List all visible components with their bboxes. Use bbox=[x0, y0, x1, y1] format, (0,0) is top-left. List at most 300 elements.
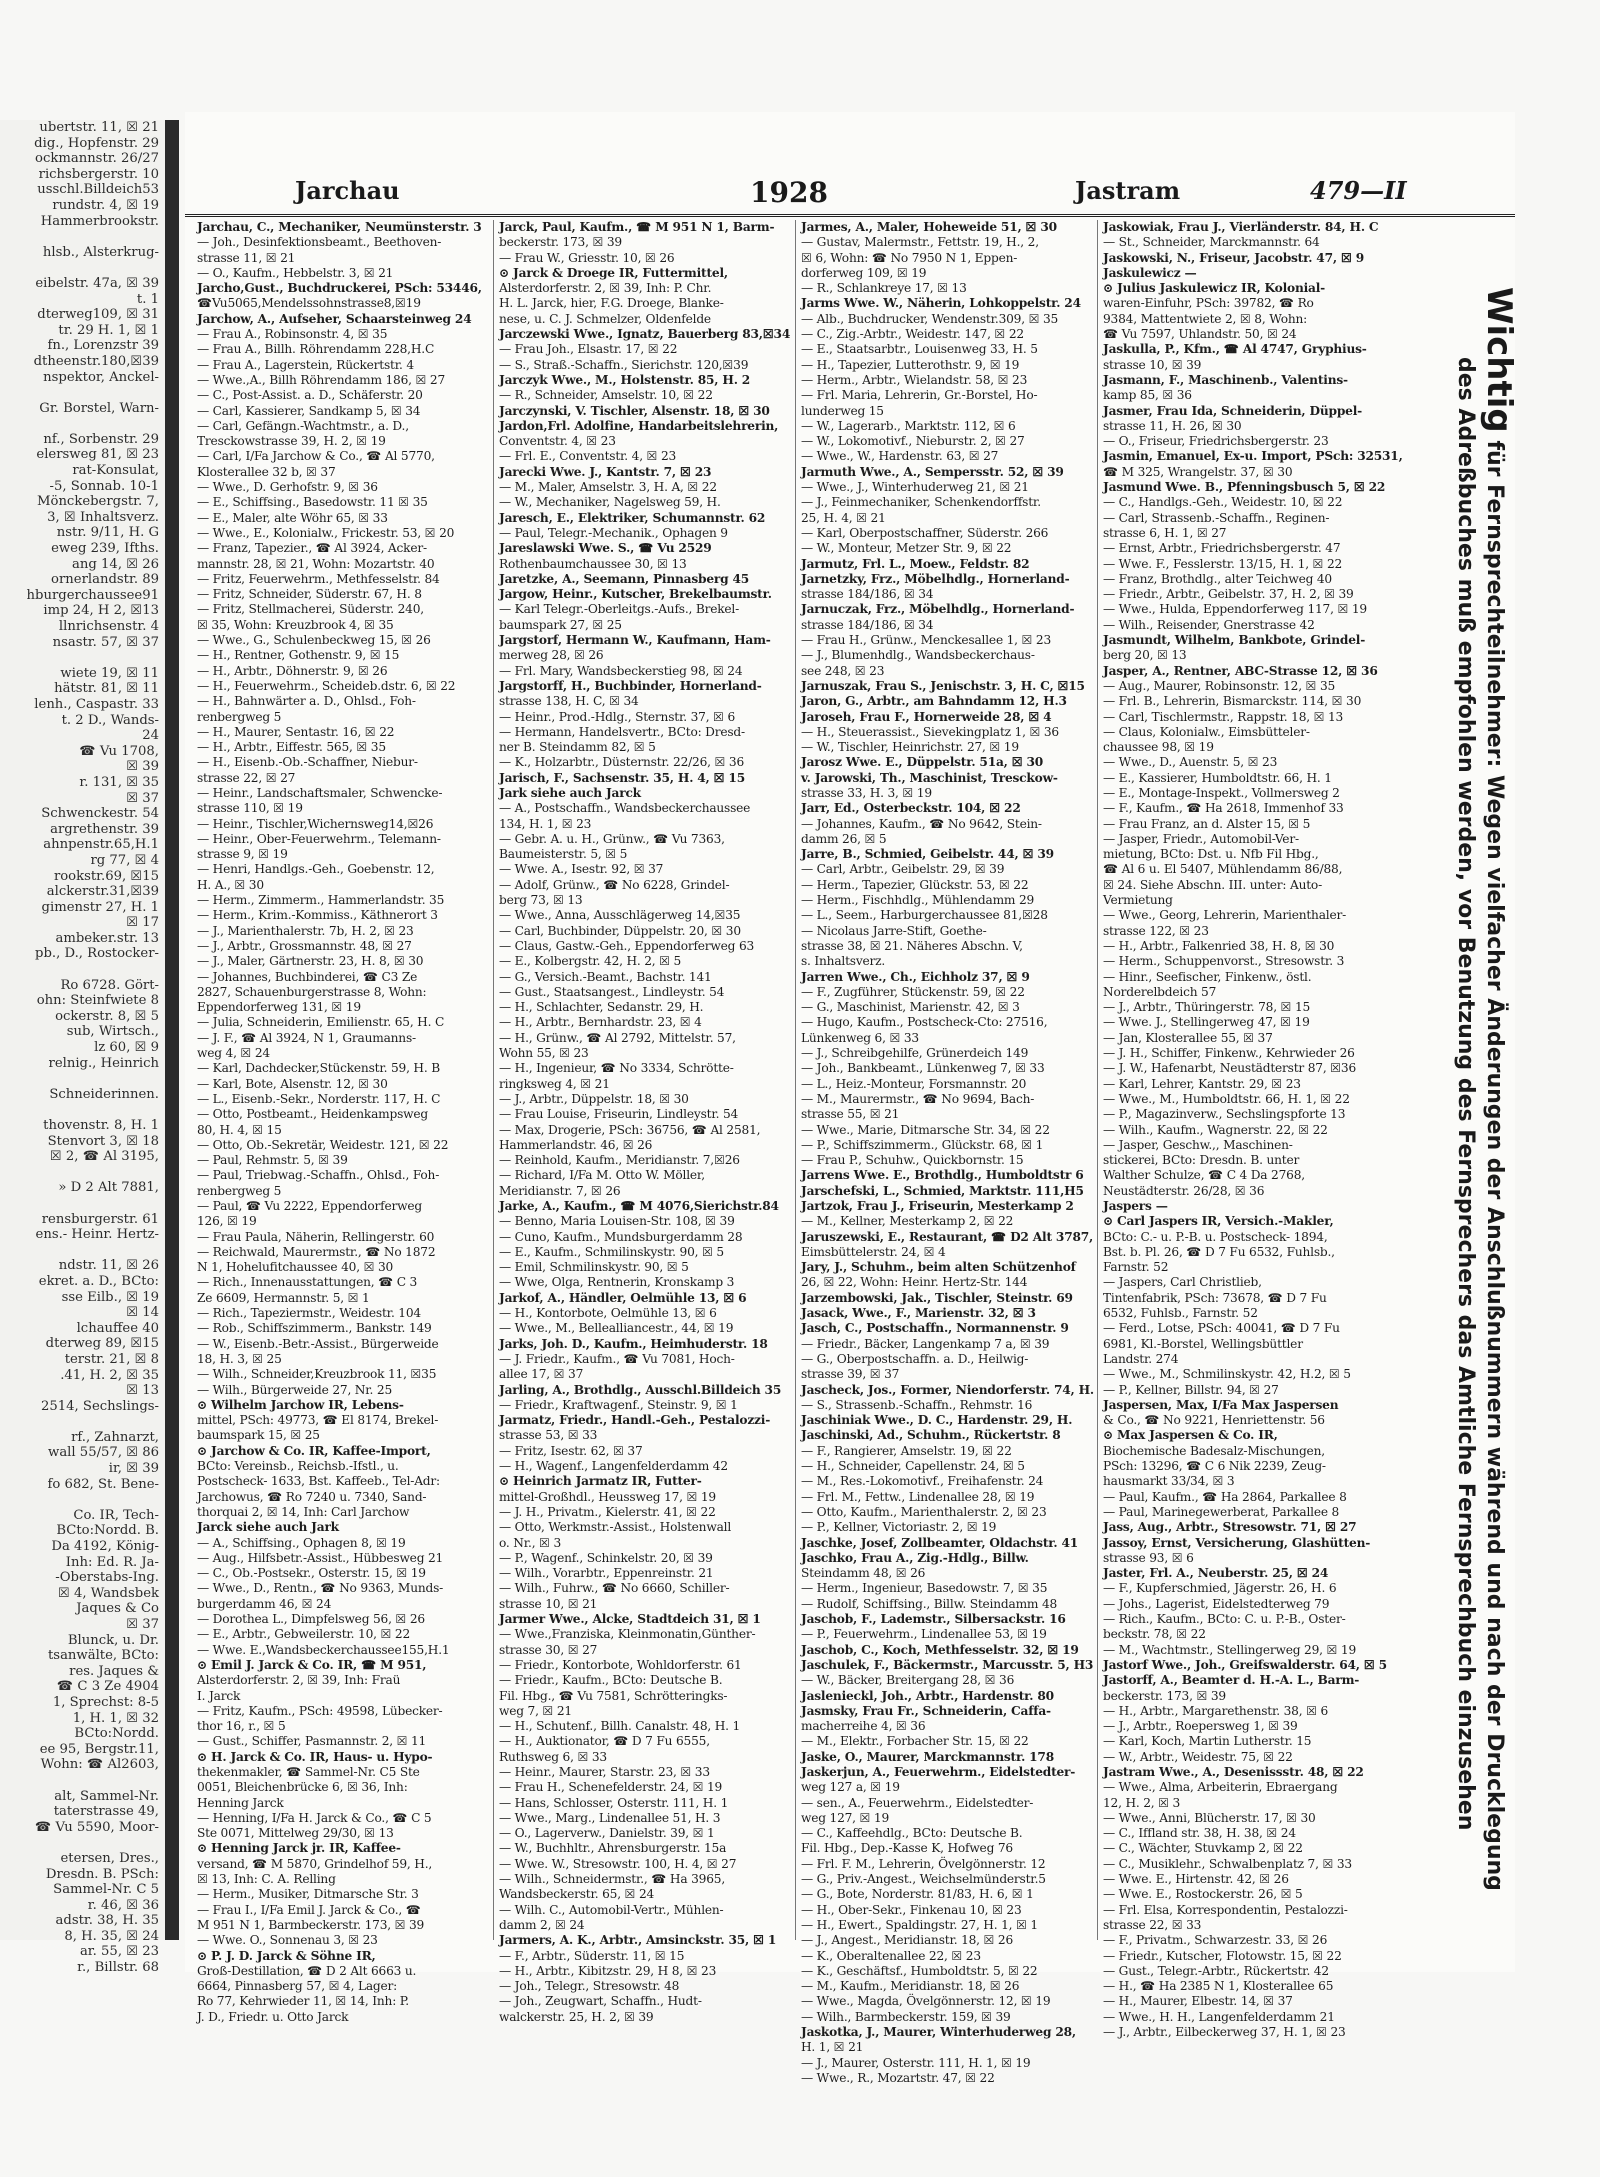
directory-entry-line: Jarmutz, Frl. L., Moew., Feldstr. 82 bbox=[801, 556, 1030, 571]
directory-entry-line: — Herm., Ingenieur, Basedowstr. 7, ☒ 35 bbox=[801, 1581, 1048, 1596]
header-year: 1928 bbox=[750, 176, 828, 209]
directory-entry-line: ⊙ Wilhelm Jarchow IR, Lebens- bbox=[197, 1397, 404, 1412]
directory-entry-line: Jaslenieckl, Joh., Arbtr., Hardenstr. 80 bbox=[801, 1688, 1054, 1703]
side-notice-line-1 bbox=[1479, 287, 1519, 1907]
directory-entry-line: Jaskowski, N., Friseur, Jacobstr. 47, ☒ 9 bbox=[1103, 250, 1364, 265]
fragment-line: dig., Hopfenstr. 29 bbox=[34, 135, 159, 151]
directory-entry-line: renbergweg 5 bbox=[197, 1183, 282, 1198]
directory-entry-line: — P., Kellner, Billstr. 94, ☒ 27 bbox=[1103, 1382, 1279, 1397]
directory-entry-line: — Frau Louise, Friseurin, Lindleystr. 54 bbox=[499, 1107, 739, 1122]
directory-entry-line: — E., Maler, alte Wöhr 65, ☒ 33 bbox=[197, 510, 388, 525]
side-notice-line-2: des Adreßbuches muß empfohlen werden, vor Benutzung des Fernsprechers das Amtliche Fernsprechbuch einzusehen bbox=[1453, 357, 1478, 1831]
directory-entry-line: Biochemische Badesalz-Mischungen, bbox=[1103, 1443, 1325, 1458]
directory-entry-line: PSch: 13296, ☎ C 6 Nik 2239, Zeug- bbox=[1103, 1459, 1326, 1474]
fragment-line: Da 4192, König- bbox=[51, 1539, 159, 1555]
directory-entry-line: — Frau I., I/Fa Emil J. Jarck & Co., ☎ bbox=[197, 1902, 421, 1917]
directory-entry-line: ☎ Al 6 u. El 5407, Mühlendamm 86/88, bbox=[1103, 862, 1343, 877]
directory-entry-line: berg 20, ☒ 13 bbox=[1103, 648, 1187, 663]
directory-entry-line: — M., Elektr., Forbacher Str. 15, ☒ 22 bbox=[801, 1734, 1029, 1749]
directory-entry-line: — J. H., Schiffer, Finkenw., Kehrwieder 26 bbox=[1103, 1046, 1355, 1061]
directory-entry-line: Jarnuczak, Frz., Möbelhdlg., Hornerland- bbox=[801, 602, 1075, 617]
fragment-line: nstr. 9/11, H. G bbox=[56, 525, 159, 541]
fragment-line: 24 bbox=[142, 728, 159, 744]
directory-entry-line: ⊙ Heinrich Jarmatz IR, Futter- bbox=[499, 1474, 702, 1489]
directory-entry-line: — J., Marienthalerstr. 7b, H. 2, ☒ 23 bbox=[197, 923, 414, 938]
directory-entry-line: — Wilh., Kaufm., Wagnerstr. 22, ☒ 22 bbox=[1103, 1122, 1328, 1137]
directory-entry-line: — Henning, I/Fa H. Jarck & Co., ☎ C 5 bbox=[197, 1810, 432, 1825]
directory-entry-line: — M., Wachtmstr., Stellingerweg 29, ☒ 19 bbox=[1103, 1642, 1357, 1657]
directory-entry-line: 26, ☒ 22, Wohn: Heinr. Hertz-Str. 144 bbox=[801, 1275, 1028, 1290]
directory-entry-line: — H., Arbtr., Bernhardstr. 23, ☒ 4 bbox=[499, 1015, 702, 1030]
directory-entry-line: Postscheck- 1633, Bst. Kaffeeb., Tel-Adr: bbox=[197, 1474, 440, 1489]
directory-entry-line: strasse 30, ☒ 27 bbox=[499, 1642, 598, 1657]
directory-entry-line: — Frl. B., Lehrerin, Bismarckstr. 114, ☒ 30 bbox=[1103, 694, 1362, 709]
fragment-line: sub, Wirtsch., bbox=[66, 1024, 159, 1040]
directory-entry-line: — Wilh., Vorarbtr., Eppenreinstr. 21 bbox=[499, 1566, 714, 1581]
directory-entry-line: macherreihe 4, ☒ 36 bbox=[801, 1719, 926, 1734]
fragment-line: ambeker.str. 13 bbox=[55, 930, 159, 946]
directory-entry-line: — H., Maurer, Sentastr. 16, ☒ 22 bbox=[197, 724, 395, 739]
directory-entry-line: Jargstorf, Hermann W., Kaufmann, Ham- bbox=[499, 633, 771, 648]
directory-entry-line: Jarisch, F., Sachsenstr. 35, H. 4, ☒ 15 bbox=[499, 770, 745, 785]
directory-entry-line: strasse 39, ☒ 37 bbox=[801, 1367, 900, 1382]
directory-entry-line: Conventstr. 4, ☒ 23 bbox=[499, 434, 616, 449]
directory-entry-line: — E., Kaufm., Schmilinskystr. 90, ☒ 5 bbox=[499, 1244, 724, 1259]
directory-entry-line: — Herm., Arbtr., Wielandstr. 58, ☒ 23 bbox=[801, 372, 1028, 387]
directory-entry-line: — H., Arbtr., Falkenried 38, H. 8, ☒ 30 bbox=[1103, 938, 1335, 953]
directory-entry-line: Ruthsweg 6, ☒ 33 bbox=[499, 1749, 607, 1764]
directory-entry-line: o. Nr., ☒ 3 bbox=[499, 1535, 561, 1550]
directory-entry-line: — Frau A., Billh. Röhrendamm 228,H.C bbox=[197, 342, 435, 357]
directory-entry-line: — Carl, Buchbinder, Düppelstr. 20, ☒ 30 bbox=[499, 923, 741, 938]
directory-entry-line: — Wwe. F., Fesslerstr. 13/15, H. 1, ☒ 22 bbox=[1103, 556, 1343, 571]
directory-entry-line: Jarrens Wwe. E., Brothdlg., Humboldtstr 6 bbox=[801, 1168, 1084, 1183]
fragment-line: lchauffee 40 bbox=[76, 1320, 159, 1336]
directory-entry-line: Jaschob, F., Lademstr., Silbersackstr. 16 bbox=[801, 1612, 1066, 1627]
fragment-line: lenh., Caspastr. 33 bbox=[34, 696, 159, 712]
directory-entry-line: 25, H. 4, ☒ 21 bbox=[801, 510, 886, 525]
directory-entry-line: — W., Monteur, Metzer Str. 9, ☒ 22 bbox=[801, 541, 1012, 556]
directory-entry-line: — Wwe.,Franziska, Kleinmonatin,Günther- bbox=[499, 1627, 756, 1642]
directory-entry-line: Jargstorff, H., Buchbinder, Hornerland- bbox=[499, 678, 762, 693]
directory-entry-line: nese, u. C. J. Schmelzer, Oldenfelde bbox=[499, 311, 711, 326]
directory-entry-line: — Paul, Telegr.-Mechanik., Ophagen 9 bbox=[499, 525, 728, 540]
directory-entry-line: — P., Feuerwehrm., Lindenallee 53, ☒ 19 bbox=[801, 1627, 1047, 1642]
directory-entry-line: — Rich., Tapeziermstr., Weidestr. 104 bbox=[197, 1306, 421, 1321]
directory-entry-line: Tintenfabrik, PSch: 73678, ☎ D 7 Fu bbox=[1103, 1290, 1327, 1305]
directory-entry-line: — Wwe. E.,Wandsbeckerchaussee155,H.1 bbox=[197, 1642, 450, 1657]
directory-entry-line: mittel, PSch: 49773, ☎ El 8174, Brekel- bbox=[197, 1413, 439, 1428]
fragment-line: -Oberstabs-Ing. bbox=[55, 1570, 159, 1586]
directory-entry-line: Jaskulla, P., Kfm., ☎ Al 4747, Gryphius- bbox=[1103, 342, 1367, 357]
fragment-line: ar. 55, ☒ 23 bbox=[79, 1944, 159, 1960]
directory-entry-line: Jarosz Wwe. E., Düppelstr. 51a, ☒ 30 bbox=[801, 755, 1044, 770]
directory-entry-line: — Frau Paula, Näherin, Rellingerstr. 60 bbox=[197, 1229, 435, 1244]
fragment-line bbox=[0, 1102, 165, 1118]
fragment-line: dterweg 89, ☒15 bbox=[45, 1336, 159, 1352]
directory-entry-line: — Jasper, Geschw.,, Maschinen- bbox=[1103, 1137, 1293, 1152]
fragment-line: ornerlandstr. 89 bbox=[51, 572, 159, 588]
fragment-line: ohn: Steinfwiete 8 bbox=[36, 993, 159, 1009]
fragment-line bbox=[0, 1835, 165, 1851]
directory-entry-line: Vermietung bbox=[1103, 893, 1173, 908]
fragment-line: t. 2 D., Wands- bbox=[61, 712, 159, 728]
directory-entry-line: Jasmann, F., Maschinenb., Valentins- bbox=[1103, 372, 1348, 387]
directory-entry-line: — K., Holzarbtr., Düsternstr. 22/26, ☒ 36 bbox=[499, 755, 744, 770]
directory-entry-line: — Wwe., D., Rentn., ☎ No 9363, Munds- bbox=[197, 1581, 444, 1596]
directory-entry-line: see 248, ☒ 23 bbox=[801, 663, 885, 678]
directory-entry-line: — Frl. M., Fettw., Lindenallee 28, ☒ 19 bbox=[801, 1489, 1035, 1504]
directory-entry-line: — Fritz, Stellmacherei, Süderstr. 240, bbox=[197, 602, 424, 617]
directory-entry-line: Jarchau, C., Mechaniker, Neumünsterstr. 3 bbox=[197, 220, 482, 234]
fragment-line: res. Jaques & bbox=[69, 1663, 159, 1679]
directory-entry-line: — P., Schiffszimmerm., Glückstr. 68, ☒ 1 bbox=[801, 1137, 1044, 1152]
directory-entry-line: — P., Magazinverw., Sechslingspforte 13 bbox=[1103, 1107, 1346, 1122]
directory-entry-line: — H., Kontorbote, Oelmühle 13, ☒ 6 bbox=[499, 1306, 717, 1321]
directory-entry-line: walckerstr. 25, H. 2, ☒ 39 bbox=[499, 2009, 654, 2024]
directory-entry-line: strasse 6, H. 1, ☒ 27 bbox=[1103, 525, 1227, 540]
directory-entry-line: — Frau A., Robinsonstr. 4, ☒ 35 bbox=[197, 327, 388, 342]
directory-entry-line: — Reichwald, Maurermstr., ☎ No 1872 bbox=[197, 1244, 436, 1259]
directory-entry-line: ner B. Steindamm 82, ☒ 5 bbox=[499, 740, 656, 755]
directory-entry-line: — C., Kaffeehdlg., BCto: Deutsche B. bbox=[801, 1826, 1023, 1841]
fragment-line: ☎ Vu 5590, Moor- bbox=[34, 1819, 159, 1835]
directory-entry-line: — Frau H., Schenefelderstr. 24, ☒ 19 bbox=[499, 1780, 723, 1795]
directory-entry-line: damm 2, ☒ 24 bbox=[499, 1917, 585, 1932]
directory-entry-line: — Gustav, Malermstr., Fettstr. 19, H., 2, bbox=[801, 235, 1039, 250]
fragment-line: pb., D., Rostocker- bbox=[35, 946, 159, 962]
directory-entry-line: Jastorff, A., Beamter d. H.-A. L., Barm- bbox=[1103, 1673, 1360, 1688]
fragment-line: Inh: Ed. R. Ja- bbox=[65, 1554, 159, 1570]
fragment-line bbox=[0, 1071, 165, 1087]
directory-entry-line: strasse 38, ☒ 21. Näheres Abschn. V, bbox=[801, 938, 1023, 953]
directory-entry-line: — Wwe., R., Mozartstr. 47, ☒ 22 bbox=[801, 2070, 995, 2085]
directory-entry-line: — Frau Joh., Elsastr. 17, ☒ 22 bbox=[499, 342, 678, 357]
directory-entry-line: J. D., Friedr. u. Otto Jarck bbox=[197, 2009, 349, 2024]
directory-entry-line: — Adolf, Grünw., ☎ No 6228, Grindel- bbox=[499, 877, 730, 892]
fragment-line: .41, H. 2, ☒ 35 bbox=[60, 1367, 159, 1383]
directory-entry-line: — Herm., Krim.-Kommiss., Käthnerort 3 bbox=[197, 908, 438, 923]
directory-entry-line: — K., Geschäftsf., Humboldtstr. 5, ☒ 22 bbox=[801, 1963, 1038, 1978]
directory-entry-line: ☎Vu5065,Mendelssohnstrasse8,☒19 bbox=[197, 296, 421, 311]
directory-entry-line: — Frl. Mary, Wandsbeckerstieg 98, ☒ 24 bbox=[499, 663, 743, 678]
directory-entry-line: 0051, Bleichenbrücke 6, ☒ 36, Inh: bbox=[197, 1780, 408, 1795]
fragment-line: rf., Zahnarzt, bbox=[71, 1429, 159, 1445]
directory-entry-line: Jarr, Ed., Osterbeckstr. 104, ☒ 22 bbox=[801, 801, 1021, 816]
directory-entry-line: ⊙ Max Jaspersen & Co. IR, bbox=[1103, 1428, 1278, 1443]
directory-entry-line: — A., Postschaffn., Wandsbeckerchaussee bbox=[499, 801, 751, 816]
directory-entry-line: hausmarkt 33/34, ☒ 3 bbox=[1103, 1474, 1235, 1489]
directory-entry-line: 9384, Mattentwiete 2, ☒ 8, Wohn: bbox=[1103, 311, 1308, 326]
directory-entry-line: Jarks, Joh. D., Kaufm., Heimhuderstr. 18 bbox=[499, 1336, 768, 1351]
directory-entry-line: I. Jarck bbox=[197, 1688, 241, 1703]
directory-entry-line: 6664, Pinnasberg 57, ☒ 4, Lager: bbox=[197, 1979, 398, 1994]
directory-entry-line: — Wwe., M., Humboldtstr. 66, H. 1, ☒ 22 bbox=[1103, 1091, 1350, 1106]
directory-entry-line: — J., Arbtr., Eilbeckerweg 37, H. 1, ☒ 23 bbox=[1103, 2025, 1346, 2040]
directory-entry-line: — Fritz, Feuerwehrm., Methfesselstr. 84 bbox=[197, 571, 440, 586]
directory-entry-line: — Wwe. O., Sonnenau 3, ☒ 23 bbox=[197, 1933, 378, 1948]
directory-entry-line: Jassoy, Ernst, Versicherung, Glashütten- bbox=[1103, 1535, 1371, 1550]
fragment-line: ir, ☒ 39 bbox=[108, 1461, 159, 1477]
directory-entry-line: Hammerlandstr. 46, ☒ 26 bbox=[499, 1137, 653, 1152]
directory-entry-line: — Rudolf, Schiffsing., Billw. Steindamm 48 bbox=[801, 1596, 1058, 1611]
directory-entry-line: — E., Staatsarbtr., Louisenweg 33, H. 5 bbox=[801, 342, 1038, 357]
directory-entry-line: — W., Buchhltr., Ahrensburgerstr. 15a bbox=[499, 1841, 727, 1856]
directory-entry-line: Jarzembowski, Jak., Tischler, Steinstr. 69 bbox=[801, 1290, 1073, 1305]
directory-entry-line: mietung, BCto: Dst. u. Nfb Fil Hbg., bbox=[1103, 847, 1319, 862]
directory-entry-line: — Wwe. J., Stellingerweg 47, ☒ 19 bbox=[1103, 1015, 1310, 1030]
directory-entry-line: BCto: Vereinsb., Reichsb.-Ifstl., u. bbox=[197, 1459, 399, 1474]
directory-entry-line: ⊙ Henning Jarck jr. IR, Kaffee- bbox=[197, 1841, 401, 1856]
directory-entry-line: Jaster, Frl. A., Neuberstr. 25, ☒ 24 bbox=[1103, 1566, 1329, 1581]
directory-entry-line: 6981, Kl.-Borstel, Wellingsbüttler bbox=[1103, 1336, 1303, 1351]
fragment-line bbox=[0, 1243, 165, 1259]
directory-entry-line: — H., Arbtr., Kibitzstr. 29, H 8, ☒ 23 bbox=[499, 1963, 717, 1978]
directory-entry-line: — St., Schneider, Marckmannstr. 64 bbox=[1103, 235, 1320, 250]
directory-entry-line: — Carl, Strassenb.-Schaffn., Reginen- bbox=[1103, 510, 1330, 525]
fragment-line: eweg 239, Ifths. bbox=[51, 541, 159, 557]
fragment-line: t. 1 bbox=[136, 291, 159, 307]
directory-entry-line: — H., Ingenieur, ☎ No 3334, Schrötte- bbox=[499, 1061, 734, 1076]
directory-entry-line: Jaresch, E., Elektriker, Schumannstr. 62 bbox=[499, 510, 766, 525]
directory-entry-line: — J., Blumenhdlg., Wandsbeckerchaus- bbox=[801, 648, 1035, 663]
fragment-line: ☒ 37 bbox=[126, 790, 159, 806]
directory-entry-line: Jarchow, A., Aufseher, Schaarsteinweg 24 bbox=[197, 311, 472, 326]
directory-entry-line: baumspark 15, ☒ 25 bbox=[197, 1428, 320, 1443]
directory-entry-line: — Rich., Innenausstattungen, ☎ C 3 bbox=[197, 1275, 418, 1290]
directory-entry-line: — J. W., Hafenarbt, Neustädterstr 87, ☒36 bbox=[1103, 1061, 1356, 1076]
fragment-line: thovenstr. 8, H. 1 bbox=[43, 1118, 159, 1133]
fragment-line bbox=[0, 650, 165, 666]
directory-entry-line: Alsterdorferstr. 2, ☒ 39, Inh: Fraü bbox=[197, 1673, 401, 1688]
directory-entry-line: strasse 184/186, ☒ 34 bbox=[801, 587, 934, 602]
directory-entry-line: M 951 N 1, Barmbeckerstr. 173, ☒ 39 bbox=[197, 1917, 425, 1932]
directory-entry-line: beckstr. 78, ☒ 22 bbox=[1103, 1627, 1206, 1642]
fragment-line: 1, H. 1, ☒ 32 bbox=[72, 1710, 159, 1726]
directory-entry-line: — F., Kupferschmied, Jägerstr. 26, H. 6 bbox=[1103, 1581, 1337, 1596]
directory-entry-line: — Gust., Staatsangest., Lindleystr. 54 bbox=[499, 984, 725, 999]
directory-entry-line: Jarke, A., Kaufm., ☎ M 4076,Sierichstr.84 bbox=[499, 1199, 779, 1213]
fragment-line: ☒ 37 bbox=[126, 1617, 159, 1632]
directory-entry-line: mannstr. 28, ☒ 21, Wohn: Mozartstr. 40 bbox=[197, 556, 435, 571]
directory-entry-line: — Frl. Elsa, Korrespondentin, Pestalozzi- bbox=[1103, 1902, 1348, 1917]
directory-entry-line: ☒ 24. Siehe Abschn. III. unter: Auto- bbox=[1103, 877, 1322, 892]
directory-entry-line: — W., Eisenb.-Betr.-Assist., Bürgerweide bbox=[197, 1336, 439, 1351]
directory-entry-line: — Wilh., Schneider,Kreuzbrook 11, ☒35 bbox=[197, 1367, 437, 1382]
directory-entry-line: — H., Arbtr., Eiffestr. 565, ☒ 35 bbox=[197, 740, 386, 755]
directory-entry-line: — Wwe., D. Gerhofstr. 9, ☒ 36 bbox=[197, 480, 378, 495]
directory-entry-line: — Aug., Maurer, Robinsonstr. 12, ☒ 35 bbox=[1103, 678, 1336, 693]
directory-entry-line: Rothenbaumchaussee 30, ☒ 13 bbox=[499, 556, 687, 571]
directory-entry-line: Henning Jarck bbox=[197, 1795, 284, 1810]
directory-entry-line: — Nicolaus Jarre-Stift, Goethe- bbox=[801, 923, 987, 938]
fragment-line: ndstr. 11, ☒ 26 bbox=[58, 1258, 159, 1274]
fragment-line bbox=[0, 1196, 165, 1212]
directory-entry-line: ⊙ Jarchow & Co. IR, Kaffee-Import, bbox=[197, 1443, 431, 1458]
directory-entry-line: — L., Heiz.-Monteur, Forsmannstr. 20 bbox=[801, 1076, 1027, 1091]
directory-entry-line: — C., Wächter, Stuvkamp 2, ☒ 22 bbox=[1103, 1841, 1303, 1856]
directory-entry-line: Eppendorferweg 131, ☒ 19 bbox=[197, 1000, 361, 1015]
directory-entry-line: dorferweg 109, ☒ 19 bbox=[801, 265, 927, 280]
directory-entry-line: — Heinr., Tischler,Wichernsweg14,☒26 bbox=[197, 816, 434, 831]
directory-entry-line: Jaschinski, Ad., Schuhm., Rückertstr. 8 bbox=[801, 1428, 1061, 1443]
directory-entry-line: H. 1, ☒ 21 bbox=[801, 2040, 864, 2055]
directory-entry-line: mittel-Großhdl., Heussweg 17, ☒ 19 bbox=[499, 1489, 716, 1504]
directory-entry-line: — Hans, Schlosser, Osterstr. 111, H. 1 bbox=[499, 1795, 729, 1810]
directory-entry-line: — J., Arbtr., Roepersweg 1, ☒ 39 bbox=[1103, 1719, 1298, 1734]
directory-entry-line: — F., Arbtr., Süderstr. 11, ☒ 15 bbox=[499, 1948, 685, 1963]
fragment-line: alt, Sammel-Nr. bbox=[54, 1788, 159, 1804]
directory-entry-line: Jarmers, A. K., Arbtr., Amsinckstr. 35, ☒ 1 bbox=[499, 1933, 777, 1948]
fragment-line: hlsb., Alsterkrug- bbox=[42, 244, 159, 260]
directory-entry-line: — Wilh., Fuhrw., ☎ No 6660, Schiller- bbox=[499, 1581, 730, 1596]
directory-entry-line: Jarmatz, Friedr., Handl.-Geh., Pestalozzi- bbox=[499, 1413, 771, 1428]
fragment-line: Schneiderinnen. bbox=[49, 1086, 159, 1102]
directory-entry-line: — Wwe., M., Schmilinskystr. 42, H.2, ☒ 5 bbox=[1103, 1367, 1351, 1382]
directory-entry-line: Jarnetzky, Frz., Möbelhdlg., Hornerland- bbox=[801, 571, 1070, 586]
directory-entry-line: — Paul, Marinegewerberat, Parkallee 8 bbox=[1103, 1504, 1340, 1519]
fragment-line: ubertstr. 11, ☒ 21 bbox=[39, 120, 159, 135]
directory-entry-line: weg 4, ☒ 24 bbox=[197, 1046, 270, 1061]
directory-entry-line: — J. H., Privatm., Kielerstr. 41, ☒ 22 bbox=[499, 1504, 716, 1519]
directory-entry-line: weg 7, ☒ 21 bbox=[499, 1703, 572, 1718]
directory-entry-line: — Frau W., Griesstr. 10, ☒ 26 bbox=[499, 250, 675, 265]
directory-entry-line: — W., Lokomotivf., Nieburstr. 2, ☒ 27 bbox=[801, 434, 1025, 449]
directory-entry-line: Jarck, Paul, Kaufm., ☎ M 951 N 1, Barm- bbox=[499, 220, 775, 234]
directory-entry-line: — Wwe. A., Isestr. 92, ☒ 37 bbox=[499, 862, 664, 877]
directory-entry-line: Jaschob, C., Koch, Methfesselstr. 32, ☒ 19 bbox=[801, 1642, 1079, 1657]
directory-entry-line: Ro 77, Kehrwieder 11, ☒ 14, Inh: P. bbox=[197, 1994, 409, 2009]
directory-entry-line: — Johannes, Kaufm., ☎ No 9642, Stein- bbox=[801, 816, 1042, 831]
directory-entry-line: strasse 11, ☒ 21 bbox=[197, 250, 296, 265]
directory-entry-line: allee 17, ☒ 37 bbox=[499, 1367, 584, 1382]
column-1 bbox=[197, 220, 494, 2024]
directory-entry-line: — Wwe., W., Hardenstr. 63, ☒ 27 bbox=[801, 449, 999, 464]
directory-entry-line: Jass, Aug., Arbtr., Stresowstr. 71, ☒ 27 bbox=[1103, 1520, 1357, 1535]
directory-entry-line: chaussee 98, ☒ 19 bbox=[1103, 740, 1214, 755]
directory-entry-line: — Claus, Gastw.-Geh., Eppendorferweg 63 bbox=[499, 938, 755, 953]
fragment-line: Ro 6728. Gört- bbox=[60, 977, 159, 993]
directory-entry-line: Jargow, Heinr., Kutscher, Brekelbaumstr. bbox=[499, 587, 772, 602]
directory-entry-line: — Joh., Desinfektionsbeamt., Beethoven- bbox=[197, 235, 442, 250]
directory-entry-line: — L., Seem., Harburgerchaussee 81,☒28 bbox=[801, 908, 1048, 923]
directory-entry-line: — Richard, I/Fa M. Otto W. Möller, bbox=[499, 1168, 705, 1183]
directory-entry-line: ⊙ P. J. D. Jarck & Söhne IR, bbox=[197, 1948, 376, 1963]
fragment-line bbox=[0, 260, 165, 276]
directory-entry-line: — Emil, Schmilinskystr. 90, ☒ 5 bbox=[499, 1260, 689, 1275]
directory-entry-line: Jary, J., Schuhm., beim alten Schützenhof bbox=[801, 1260, 1076, 1275]
directory-entry-line: ⊙ Julius Jaskulewicz IR, Kolonial- bbox=[1103, 281, 1326, 296]
directory-entry-line: Steindamm 48, ☒ 26 bbox=[801, 1566, 926, 1581]
directory-entry-line: — F., Rangierer, Amselstr. 19, ☒ 22 bbox=[801, 1443, 1012, 1458]
directory-entry-line: — Herm., Musiker, Ditmarsche Str. 3 bbox=[197, 1887, 419, 1902]
fragment-line: tr. 29 H. 1, ☒ 1 bbox=[58, 322, 159, 338]
directory-entry-line: weg 127 a, ☒ 19 bbox=[801, 1780, 900, 1795]
directory-entry-line: — Frau Franz, an d. Alster 15, ☒ 5 bbox=[1103, 816, 1311, 831]
directory-entry-line: — Wwe. E., Hirtenstr. 42, ☒ 26 bbox=[1103, 1872, 1289, 1887]
directory-entry-line: — A., Schiffsing., Ophagen 8, ☒ 19 bbox=[197, 1535, 406, 1550]
directory-entry-line: Jarecki Wwe. J., Kantstr. 7, ☒ 23 bbox=[499, 464, 712, 479]
directory-entry-line: v. Jarowski, Th., Maschinist, Tresckow- bbox=[801, 770, 1058, 785]
directory-entry-line: — H., Eisenb.-Ob.-Schaffner, Niebur- bbox=[197, 755, 418, 770]
directory-entry-line: Ste 0071, Mittelweg 29/30, ☒ 13 bbox=[197, 1826, 394, 1841]
directory-entry-line: Ze 6609, Hermannstr. 5, ☒ 1 bbox=[197, 1290, 370, 1305]
directory-entry-line: — C., Musiklehr., Schwalbenplatz 7, ☒ 33 bbox=[1103, 1856, 1352, 1871]
directory-entry-line: Groß-Destillation, ☎ D 2 Alt 6663 u. bbox=[197, 1963, 417, 1978]
directory-entry-line: — Aug., Hilfsbetr.-Assist., Hübbesweg 21 bbox=[197, 1550, 444, 1565]
directory-entry-line: Jaske, O., Maurer, Marckmannstr. 178 bbox=[801, 1749, 1054, 1764]
directory-entry-line: Neustädterstr. 26/28, ☒ 36 bbox=[1103, 1183, 1265, 1198]
directory-entry-line: — H., Schlachter, Sedanstr. 29, H. bbox=[499, 1000, 704, 1015]
directory-entry-line: — Franz, Tapezier., ☎ Al 3924, Acker- bbox=[197, 541, 427, 556]
directory-entry-line: — H., Arbtr., Margarethenstr. 38, ☒ 6 bbox=[1103, 1703, 1329, 1718]
fragment-line: llnrichsenstr. 4 bbox=[58, 619, 159, 634]
directory-entry-line: — Wwe., E., Kolonialw., Frickestr. 53, ☒ 20 bbox=[197, 525, 455, 540]
directory-entry-line: Tresckowstrasse 39, H. 2, ☒ 19 bbox=[197, 434, 386, 449]
directory-entry-line: — M., Maler, Amselstr. 3, H. A, ☒ 22 bbox=[499, 480, 717, 495]
directory-entry-line: — W., Mechaniker, Nagelsweg 59, H. bbox=[499, 495, 721, 510]
directory-entry-line: — Wwe., Magda, Övelgönnerstr. 12, ☒ 19 bbox=[801, 1994, 1051, 2009]
fragment-line: Gr. Borstel, Warn- bbox=[39, 400, 159, 416]
directory-entry-line: Jarschefski, L., Schmied, Marktstr. 111,H5 bbox=[801, 1183, 1084, 1198]
directory-entry-line: beckerstr. 173, ☒ 39 bbox=[1103, 1688, 1226, 1703]
directory-entry-line: beckerstr. 173, ☒ 39 bbox=[499, 235, 622, 250]
directory-entry-line: — Benno, Maria Louisen-Str. 108, ☒ 39 bbox=[499, 1214, 735, 1229]
directory-entry-line: — H., Schutenf., Billh. Canalstr. 48, H. 1 bbox=[499, 1719, 741, 1734]
directory-entry-line: — Karl, Lehrer, Kantstr. 29, ☒ 23 bbox=[1103, 1076, 1301, 1091]
directory-entry-line: — E., Montage-Inspekt., Vollmersweg 2 bbox=[1103, 785, 1340, 800]
directory-entry-line: — C., Handlgs.-Geh., Weidestr. 10, ☒ 22 bbox=[1103, 495, 1343, 510]
directory-entry-line: — G., Priv.-Angest., Weichselmünderstr.5 bbox=[801, 1872, 1046, 1887]
fragment-line: taterstrasse 49, bbox=[53, 1804, 159, 1820]
directory-entry-line: strasse 11, H. 26, ☒ 30 bbox=[1103, 418, 1242, 433]
directory-entry-line: — F., Privatm., Schwarzestr. 33, ☒ 26 bbox=[1103, 1933, 1328, 1948]
directory-entry-line: — Hinr., Seefischer, Finkenw., östl. bbox=[1103, 969, 1312, 984]
directory-entry-line: ⊙ Emil J. Jarck & Co. IR, ☎ M 951, bbox=[197, 1657, 427, 1672]
directory-entry-line: strasse 122, ☒ 23 bbox=[1103, 923, 1209, 938]
directory-entry-line: Lünkenweg 6, ☒ 33 bbox=[801, 1030, 919, 1045]
directory-entry-line: — G., Oberpostschaffn. a. D., Heilwig- bbox=[801, 1351, 1029, 1366]
directory-entry-line: s. Inhaltsverz. bbox=[801, 954, 886, 969]
directory-entry-line: Jaroseh, Frau F., Hornerweide 28, ☒ 4 bbox=[801, 709, 1052, 724]
directory-entry-line: Fil. Hbg., Dep.-Kasse K, Hofweg 76 bbox=[801, 1841, 1013, 1856]
directory-entry-line: lunderweg 15 bbox=[801, 403, 884, 418]
directory-entry-line: kamp 85, ☒ 36 bbox=[1103, 388, 1192, 403]
directory-entry-line: — H., Schneider, Capellenstr. 24, ☒ 5 bbox=[801, 1459, 1025, 1474]
directory-entry-line: — W., Arbtr., Weidestr. 75, ☒ 22 bbox=[1103, 1749, 1293, 1764]
fragment-line: hburgerchaussee91 bbox=[26, 587, 159, 603]
directory-entry-line: — F., Kaufm., ☎ Ha 2618, Immenhof 33 bbox=[1103, 801, 1344, 816]
directory-entry-line: — H., ☎ Ha 2385 N 1, Klosterallee 65 bbox=[1103, 1979, 1334, 1994]
directory-entry-line: Jasmundt, Wilhelm, Bankbote, Grindel- bbox=[1103, 633, 1366, 648]
directory-entry-line: — Karl, Dachdecker,Stückenstr. 59, H. B bbox=[197, 1061, 440, 1076]
directory-entry-line: Jasack, Wwe., F., Marienstr. 32, ☒ 3 bbox=[801, 1306, 1036, 1321]
fragment-line: Jaques & Co bbox=[76, 1601, 159, 1617]
directory-entry-line: — Ferd., Lotse, PSch: 40041, ☎ D 7 Fu bbox=[1103, 1321, 1340, 1336]
directory-entry-line: Jark siehe auch Jarck bbox=[499, 785, 641, 800]
directory-entry-line: — Alb., Buchdrucker, Wendenstr.309, ☒ 35 bbox=[801, 311, 1059, 326]
directory-entry-line: — Heinr., Landschaftsmaler, Schwencke- bbox=[197, 785, 443, 800]
directory-entry-line: — M., Res.-Lokomotivf., Freihafenstr. 24 bbox=[801, 1474, 1044, 1489]
directory-entry-line: — Herm., Fischhdlg., Mühlendamm 29 bbox=[801, 893, 1035, 908]
directory-entry-line: 12, H. 2, ☒ 3 bbox=[1103, 1795, 1181, 1810]
directory-entry-line: — Wwe., Alma, Arbeiterin, Ebraergang bbox=[1103, 1780, 1338, 1795]
directory-entry-line: Jarmuth Wwe., A., Sempersstr. 52, ☒ 39 bbox=[801, 464, 1064, 479]
directory-entry-line: strasse 10, ☒ 21 bbox=[499, 1596, 598, 1611]
directory-entry-line: — Fritz, Kaufm., PSch: 49598, Lübecker- bbox=[197, 1703, 443, 1718]
directory-entry-line: — H., Rentner, Gothenstr. 9, ☒ 15 bbox=[197, 648, 400, 663]
directory-entry-line: — W., Bäcker, Breitergang 28, ☒ 36 bbox=[801, 1673, 1015, 1688]
